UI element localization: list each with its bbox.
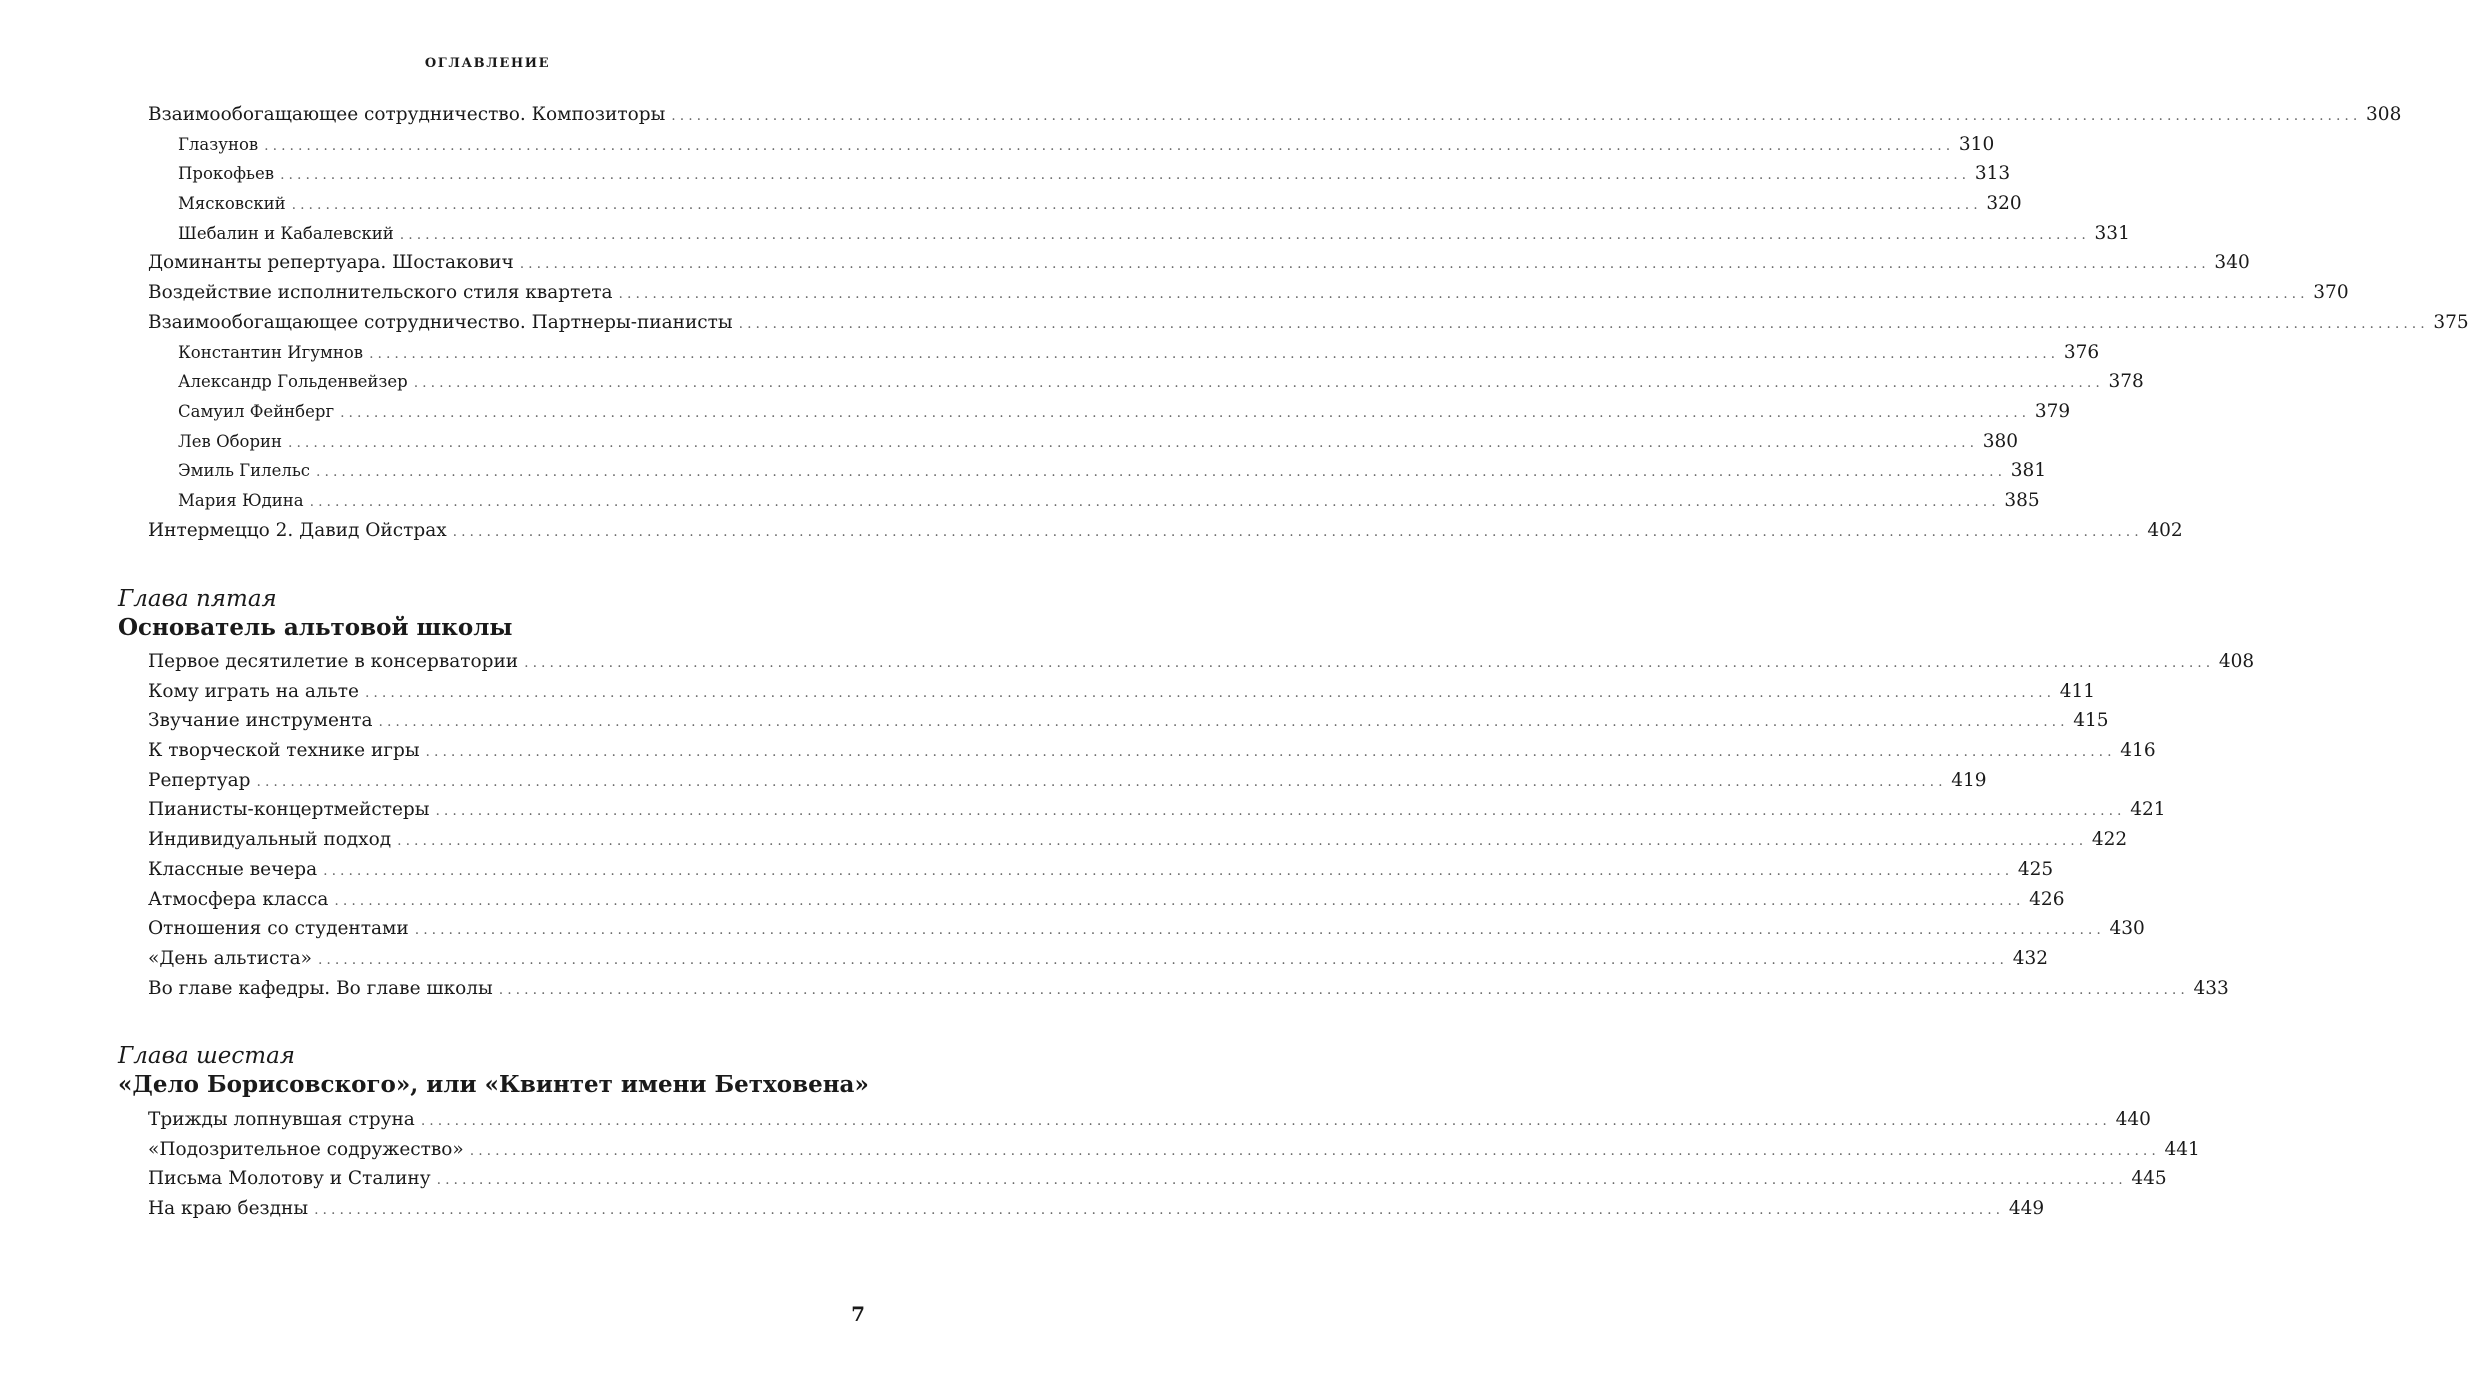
- toc-entry: [0, 918, 2145, 948]
- toc-entry-page: 370: [2313, 282, 2349, 304]
- chapter-6-title: «Дело Борисовского», или «Квинтет имени Бетховена»: [118, 1071, 869, 1098]
- dot-leader: ........................................................................................................................................................................................................: [469, 1142, 2160, 1159]
- toc-entry: [0, 977, 2229, 1008]
- toc-entry-page: 419: [1951, 769, 1987, 791]
- dot-leader: ........................................................................................................................................................................................................: [364, 684, 2056, 701]
- toc-entry: [0, 489, 2040, 520]
- toc-entry-title: «Подозрительное содружество»: [148, 1138, 464, 1160]
- toc-entry: [0, 651, 2255, 681]
- dot-leader: ........................................................................................................................................................................................................: [399, 226, 2090, 243]
- toc-entry: [0, 799, 2166, 829]
- toc-entry-page: 440: [2115, 1109, 2151, 1130]
- dot-leader: ........................................................................................................................................................................................................: [309, 493, 2000, 510]
- toc-entry-title: Во главе кафедры. Во главе школы: [148, 977, 493, 999]
- toc-entry: [0, 947, 2048, 978]
- running-head: ОГЛАВЛЕНИЕ: [424, 56, 551, 71]
- dot-leader: ........................................................................................................................................................................................................: [519, 256, 2210, 273]
- toc-entry-title: Александр Гольденвейзер: [178, 372, 408, 392]
- chapter-6-label: Глава шестая: [118, 1043, 296, 1069]
- toc-entry-page: 425: [2017, 858, 2054, 880]
- toc-entry-page: 375: [2433, 311, 2469, 333]
- toc-entry-page: 432: [2012, 947, 2048, 969]
- toc-entry-page: 426: [2029, 888, 2065, 910]
- dot-leader: ........................................................................................................................................................................................................: [436, 1172, 2127, 1189]
- toc-entry-page: 445: [2131, 1168, 2167, 1190]
- toc-section-continued: [0, 104, 2469, 549]
- toc-entry: [0, 888, 2065, 919]
- toc-entry-page: 441: [2164, 1138, 2200, 1160]
- toc-entry-title: Пианисты-концертмейстеры: [148, 799, 430, 821]
- toc-entry: [0, 1109, 2151, 1139]
- toc-entry: [0, 163, 2011, 193]
- toc-entry-page: 402: [2147, 519, 2183, 541]
- toc-entry: [0, 311, 2469, 342]
- toc-entry: [0, 104, 2402, 134]
- toc-entry-page: 449: [2008, 1198, 2045, 1220]
- toc-entry-title: Репертуар: [148, 769, 251, 791]
- toc-entry-page: 313: [1974, 163, 2011, 185]
- toc-entry-title: Глазунов: [178, 134, 259, 154]
- chapter-6-heading: [118, 1043, 918, 1099]
- toc-entry-page: 430: [2109, 918, 2145, 940]
- dot-leader: ........................................................................................................................................................................................................: [498, 981, 2189, 998]
- toc-entry-title: Интермеццо 2. Давид Ойстрах: [148, 519, 447, 541]
- toc-entry: [0, 400, 2071, 431]
- toc-entry-page: 416: [2120, 740, 2156, 762]
- toc-entry: [0, 710, 2109, 740]
- dot-leader: ........................................................................................................................................................................................................: [524, 655, 2215, 671]
- toc-entry: [0, 371, 2144, 401]
- toc-entry-title: Мария Юдина: [178, 490, 304, 510]
- toc-entry-title: Отношения со студентами: [148, 918, 409, 940]
- toc-entry: [0, 222, 2130, 253]
- dot-leader: ........................................................................................................................................................................................................: [435, 803, 2126, 820]
- dot-leader: ........................................................................................................................................................................................................: [280, 167, 1971, 184]
- chapter-5-heading: [118, 586, 918, 642]
- toc-entry-page: 380: [1982, 430, 2019, 452]
- toc-entry: [0, 740, 2156, 770]
- chapter-6-entries: [0, 1109, 2200, 1228]
- toc-entry-title: Трижды лопнувшая струна: [148, 1109, 415, 1130]
- toc-entry-page: 378: [2108, 371, 2144, 393]
- dot-leader: ........................................................................................................................................................................................................: [323, 862, 2014, 879]
- toc-entry-title: К творческой технике игры: [148, 740, 420, 762]
- toc-entry-title: Прокофьев: [178, 164, 275, 184]
- toc-entry: [0, 193, 2022, 223]
- toc-entry-title: Константин Игумнов: [178, 342, 364, 362]
- toc-entry-title: Индивидуальный подход: [148, 829, 392, 851]
- toc-entry-title: Самуил Фейнберг: [178, 401, 335, 421]
- toc-entry-title: Взаимообогащающее сотрудничество. Композиторы: [148, 104, 666, 125]
- toc-entry-page: 379: [2034, 400, 2071, 422]
- toc-entry: [0, 680, 2096, 711]
- toc-entry-title: Воздействие исполнительского стиля квартета: [148, 282, 613, 304]
- dot-leader: ........................................................................................................................................................................................................: [378, 714, 2069, 731]
- dot-leader: ........................................................................................................................................................................................................: [369, 345, 2060, 362]
- toc-entry: [0, 282, 2349, 312]
- toc-entry-title: Мясковский: [178, 194, 286, 214]
- toc-entry: [0, 430, 2019, 461]
- chapter-5-label: Глава пятая: [118, 586, 277, 612]
- toc-entry-page: 415: [2073, 710, 2109, 732]
- toc-entry-page: 411: [2059, 680, 2096, 702]
- toc-entry-title: Звучание инструмента: [148, 710, 373, 732]
- dot-leader: ........................................................................................................................................................................................................: [340, 404, 2031, 421]
- toc-entry-page: 408: [2218, 651, 2255, 672]
- toc-entry-page: 385: [2004, 489, 2040, 511]
- toc-entry-title: На краю бездны: [148, 1198, 309, 1220]
- toc-entry-title: Классные вечера: [148, 858, 318, 880]
- dot-leader: ........................................................................................................................................................................................................: [452, 523, 2143, 540]
- chapter-5-title: Основатель альтовой школы: [118, 614, 513, 641]
- dot-leader: ........................................................................................................................................................................................................: [414, 922, 2105, 939]
- toc-entry: [0, 133, 1995, 164]
- toc-entry-title: Лев Оборин: [178, 431, 283, 451]
- toc-entry: [0, 519, 2183, 550]
- dot-leader: ........................................................................................................................................................................................................: [397, 833, 2088, 850]
- toc-entry-title: Взаимообогащающее сотрудничество. Партнеры-пианисты: [148, 311, 733, 333]
- toc-entry-title: «День альтиста»: [148, 947, 312, 969]
- toc-entry-page: 421: [2130, 799, 2166, 821]
- dot-leader: ........................................................................................................................................................................................................: [671, 108, 2362, 124]
- toc-entry-title: Эмиль Гилельс: [178, 461, 311, 481]
- dot-leader: ........................................................................................................................................................................................................: [316, 464, 2007, 481]
- toc-entry-page: 310: [1958, 133, 1995, 155]
- dot-leader: ........................................................................................................................................................................................................: [420, 1113, 2111, 1129]
- toc-entry-page: 376: [2063, 341, 2100, 363]
- dot-leader: ........................................................................................................................................................................................................: [413, 375, 2104, 392]
- dot-leader: ........................................................................................................................................................................................................: [317, 951, 2008, 968]
- toc-entry: [0, 858, 2054, 889]
- toc-entry-title: Письма Молотову и Сталину: [148, 1168, 431, 1190]
- toc-entry-page: 433: [2193, 977, 2229, 999]
- toc-entry-page: 331: [2094, 222, 2130, 244]
- dot-leader: ........................................................................................................................................................................................................: [314, 1202, 2005, 1219]
- toc-entry-page: 308: [2366, 104, 2402, 125]
- toc-entry: [0, 769, 1987, 800]
- toc-entry-title: Доминанты репертуара. Шостакович: [148, 252, 514, 274]
- dot-leader: ........................................................................................................................................................................................................: [425, 744, 2116, 761]
- toc-entry-page: 381: [2010, 460, 2047, 482]
- toc-entry-page: 320: [1986, 193, 2022, 215]
- toc-entry-title: Кому играть на альте: [148, 680, 359, 702]
- dot-leader: ........................................................................................................................................................................................................: [256, 773, 1947, 790]
- dot-leader: ........................................................................................................................................................................................................: [264, 137, 1955, 154]
- toc-entry: [0, 341, 2100, 372]
- toc-entry: [0, 1198, 2045, 1228]
- toc-entry-title: Шебалин и Кабалевский: [178, 223, 394, 243]
- toc-entry-title: Атмосфера класса: [148, 888, 329, 910]
- toc-entry: [0, 252, 2250, 282]
- dot-leader: ........................................................................................................................................................................................................: [291, 197, 1982, 214]
- toc-entry: [0, 829, 2128, 859]
- toc-entry: [0, 460, 2047, 490]
- toc-entry-page: 340: [2214, 252, 2250, 274]
- toc-entry: [0, 1168, 2167, 1198]
- toc-entry: [0, 1138, 2200, 1169]
- dot-leader: ........................................................................................................................................................................................................: [334, 892, 2025, 909]
- dot-leader: ........................................................................................................................................................................................................: [738, 315, 2429, 332]
- toc-entry-title: Первое десятилетие в консерватории: [148, 651, 519, 672]
- page-number: 7: [851, 1302, 865, 1326]
- toc-entry-page: 422: [2091, 829, 2128, 851]
- chapter-5-entries: [0, 651, 2255, 1007]
- dot-leader: ........................................................................................................................................................................................................: [618, 286, 2309, 303]
- dot-leader: ........................................................................................................................................................................................................: [288, 434, 1979, 451]
